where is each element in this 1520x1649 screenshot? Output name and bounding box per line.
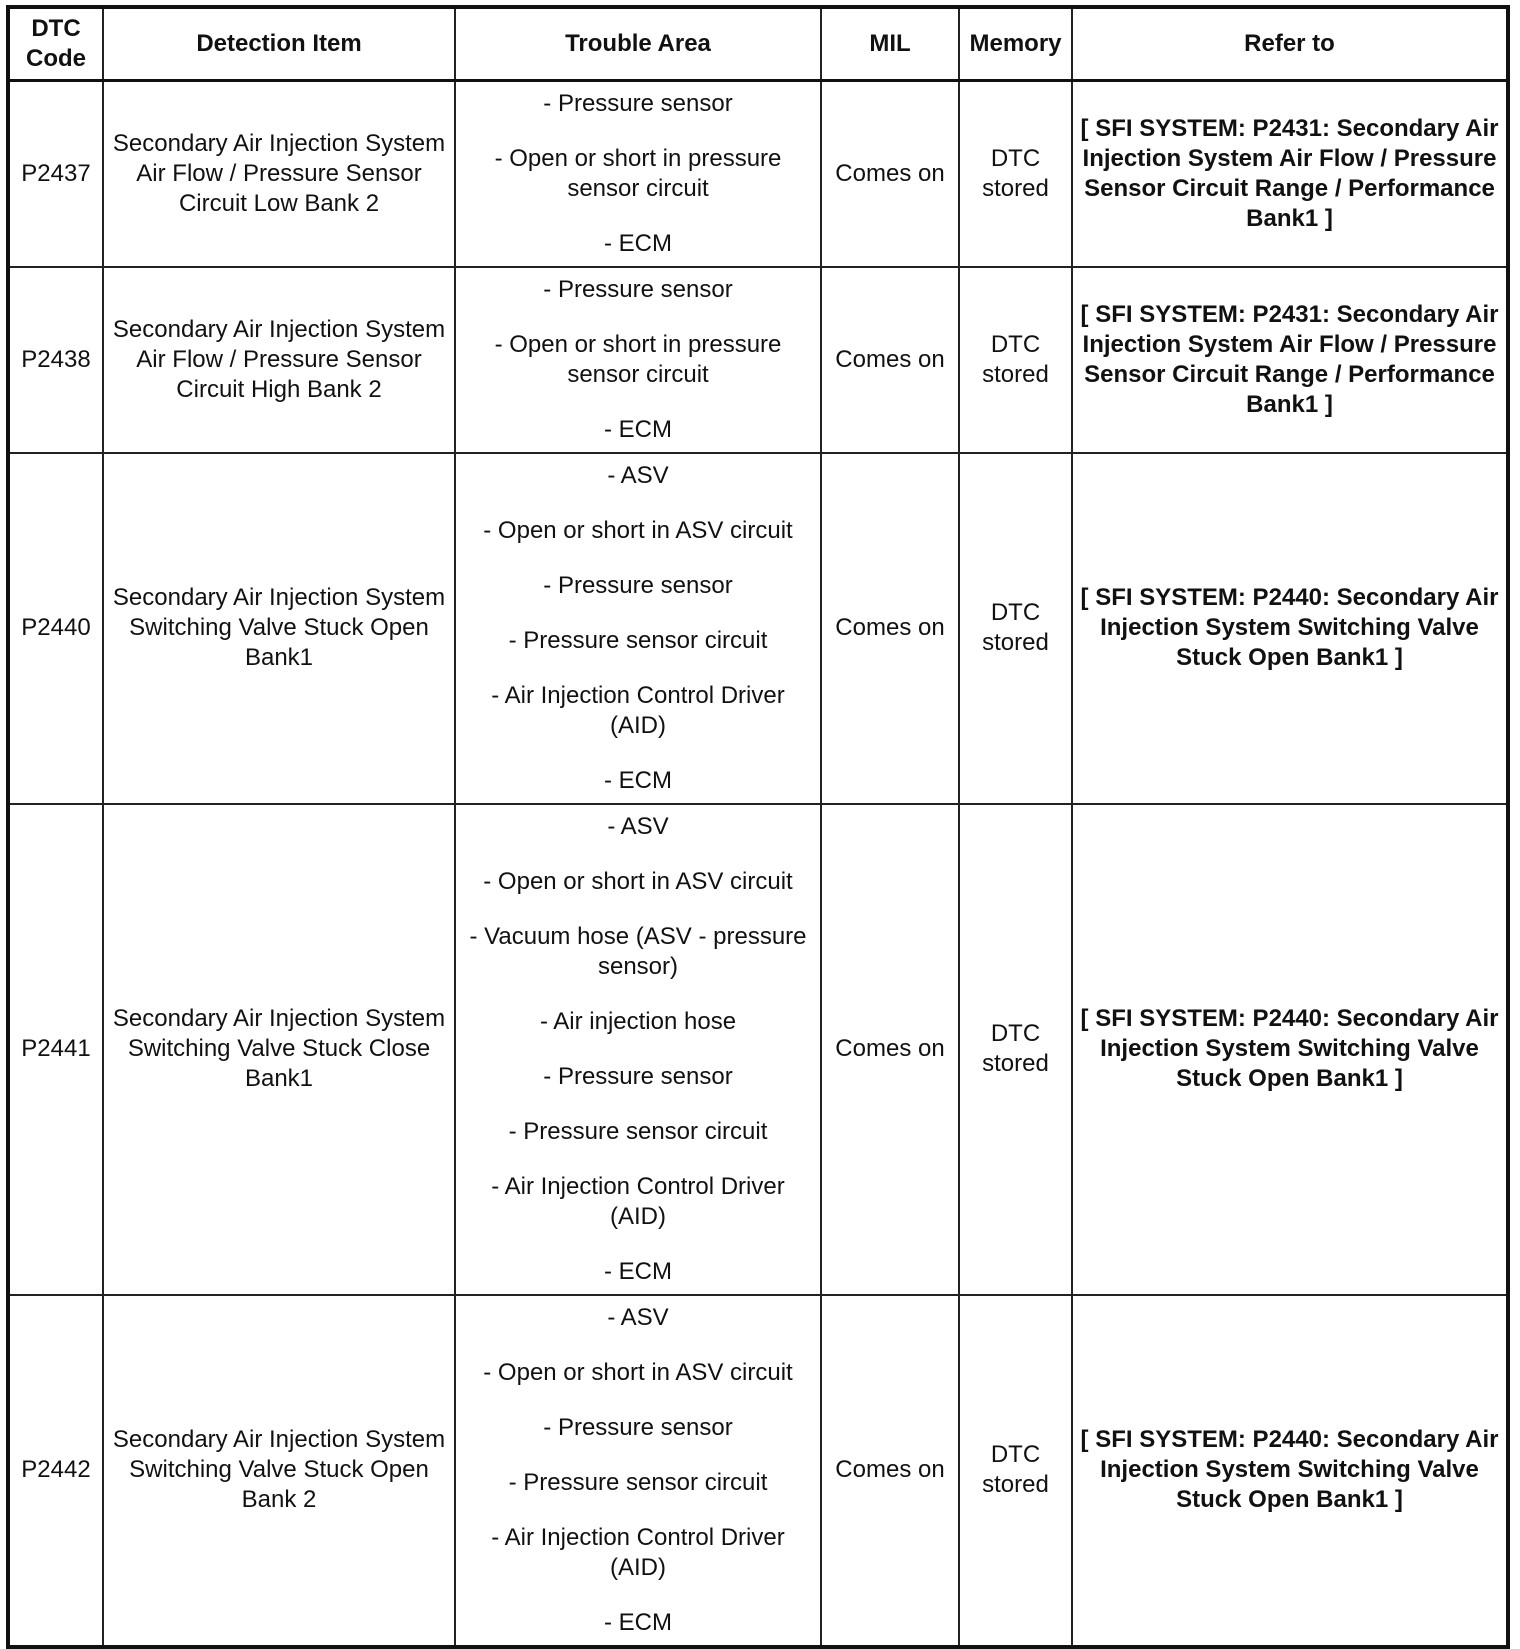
trouble-area-item: - Open or short in ASV circuit — [483, 516, 793, 544]
detection-item-cell: Secondary Air Injection System Air Flow / Pressure Sensor Circuit Low Bank 2 — [103, 80, 455, 267]
trouble-area-item: - Pressure sensor — [543, 1062, 733, 1090]
header-detection-item: Detection Item — [103, 7, 455, 80]
memory-cell: DTC stored — [959, 80, 1072, 267]
trouble-area-cell — [455, 267, 821, 453]
header-memory: Memory — [959, 7, 1072, 80]
memory-cell: DTC stored — [959, 804, 1072, 1295]
mil-cell: Comes on — [821, 1295, 959, 1647]
trouble-area-item: - Open or short in ASV circuit — [483, 1358, 793, 1386]
header-dtc-code-line1: DTC — [31, 14, 81, 42]
trouble-area-item: - Pressure sensor — [543, 571, 733, 599]
trouble-area-item: - Pressure sensor circuit — [508, 1468, 768, 1496]
detection-item-cell: Secondary Air Injection System Air Flow / Pressure Sensor Circuit High Bank 2 — [103, 267, 455, 453]
detection-item-cell: Secondary Air Injection System Switching Valve Stuck Close Bank1 — [103, 804, 455, 1295]
table-row — [8, 267, 1508, 453]
table-body — [8, 80, 1508, 1647]
trouble-area-item: - Pressure sensor — [543, 275, 733, 303]
trouble-area-item: - Open or short in pressure sensor circuit — [494, 330, 782, 388]
header-row — [8, 7, 1508, 80]
dtc-code-cell: P2437 — [8, 80, 103, 267]
table-row — [8, 453, 1508, 804]
trouble-area-item: - ASV — [607, 461, 669, 489]
header-dtc-code-line2: Code — [26, 44, 86, 72]
trouble-area-cell — [455, 804, 821, 1295]
mil-cell: Comes on — [821, 453, 959, 804]
dtc-code-cell: P2441 — [8, 804, 103, 1295]
dtc-code-cell: P2440 — [8, 453, 103, 804]
dtc-document — [6, 5, 1510, 1649]
memory-cell: DTC stored — [959, 1295, 1072, 1647]
dtc-code-cell: P2442 — [8, 1295, 103, 1647]
dtc-code-cell: P2438 — [8, 267, 103, 453]
header-dtc-code — [8, 7, 103, 80]
trouble-area-item: - ASV — [607, 1303, 669, 1331]
trouble-area-item: - Pressure sensor circuit — [508, 626, 768, 654]
trouble-area-item: - Vacuum hose (ASV - pressure sensor) — [469, 922, 807, 980]
mil-cell: Comes on — [821, 267, 959, 453]
dtc-table — [6, 5, 1510, 1649]
trouble-area-cell — [455, 80, 821, 267]
table-row — [8, 1295, 1508, 1647]
trouble-area-item: - Air injection hose — [539, 1007, 737, 1035]
memory-cell: DTC stored — [959, 267, 1072, 453]
header-mil: MIL — [821, 7, 959, 80]
mil-cell: Comes on — [821, 80, 959, 267]
refer-to-cell: [ SFI SYSTEM: P2440: Secondary Air Injection System Switching Valve Stuck Open Bank1 ] — [1072, 453, 1508, 804]
table-row — [8, 804, 1508, 1295]
detection-item-cell: Secondary Air Injection System Switching Valve Stuck Open Bank 2 — [103, 1295, 455, 1647]
trouble-area-item: - Open or short in pressure sensor circuit — [494, 144, 782, 202]
trouble-area-item: - Pressure sensor — [543, 89, 733, 117]
refer-to-cell: [ SFI SYSTEM: P2440: Secondary Air Injection System Switching Valve Stuck Open Bank1 ] — [1072, 804, 1508, 1295]
trouble-area-item: - Air Injection Control Driver (AID) — [491, 1172, 785, 1230]
refer-to-cell: [ SFI SYSTEM: P2440: Secondary Air Injection System Switching Valve Stuck Open Bank1 ] — [1072, 1295, 1508, 1647]
trouble-area-cell — [455, 453, 821, 804]
memory-cell: DTC stored — [959, 453, 1072, 804]
trouble-area-item: - ECM — [604, 415, 672, 443]
trouble-area-item: - ECM — [604, 229, 672, 257]
trouble-area-item: - Pressure sensor — [543, 1413, 733, 1441]
trouble-area-item: - Pressure sensor circuit — [508, 1117, 768, 1145]
refer-to-cell: [ SFI SYSTEM: P2431: Secondary Air Injection System Air Flow / Pressure Sensor Circuit Range / Performance Bank1 ] — [1072, 80, 1508, 267]
trouble-area-item: - ASV — [607, 812, 669, 840]
trouble-area-item: - Air Injection Control Driver (AID) — [491, 681, 785, 739]
trouble-area-cell — [455, 1295, 821, 1647]
trouble-area-item: - ECM — [604, 1257, 672, 1285]
trouble-area-item: - Air Injection Control Driver (AID) — [491, 1523, 785, 1581]
table-row — [8, 80, 1508, 267]
header-refer-to: Refer to — [1072, 7, 1508, 80]
detection-item-cell: Secondary Air Injection System Switching Valve Stuck Open Bank1 — [103, 453, 455, 804]
mil-cell: Comes on — [821, 804, 959, 1295]
trouble-area-item: - Open or short in ASV circuit — [483, 867, 793, 895]
header-trouble-area: Trouble Area — [455, 7, 821, 80]
trouble-area-item: - ECM — [604, 1608, 672, 1636]
trouble-area-item: - ECM — [604, 766, 672, 794]
refer-to-cell: [ SFI SYSTEM: P2431: Secondary Air Injection System Air Flow / Pressure Sensor Circuit Range / Performance Bank1 ] — [1072, 267, 1508, 453]
